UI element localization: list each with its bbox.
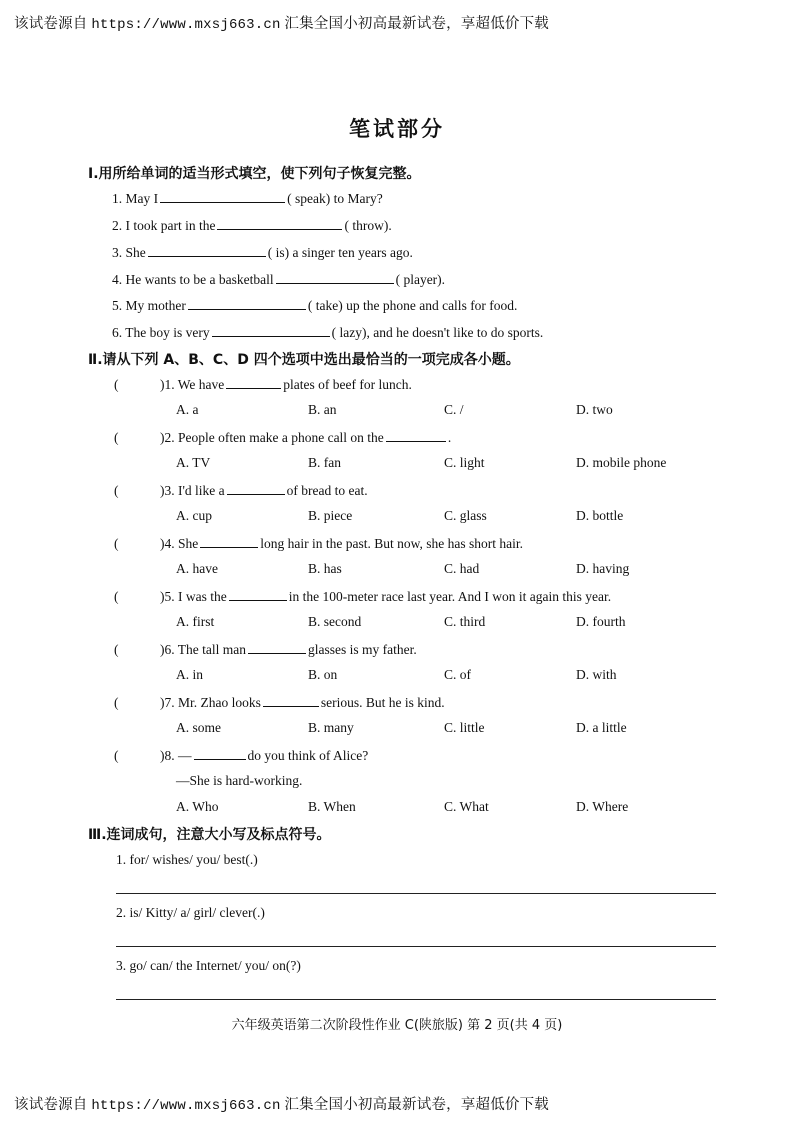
option-d[interactable]: D. bottle xyxy=(576,508,624,523)
answer-blank[interactable] xyxy=(227,482,285,495)
answer-blank[interactable] xyxy=(217,217,342,230)
banner-suffix: 汇集全国小初高最新试卷，享超低价下载 xyxy=(284,1097,549,1113)
option-b[interactable]: B. fan xyxy=(308,455,341,470)
option-d[interactable]: D. with xyxy=(576,667,617,682)
option-c[interactable]: C. glass xyxy=(444,508,487,523)
mc-question: ( )2. People often make a phone call on the . xyxy=(114,430,452,445)
page-title: 笔试部分 xyxy=(349,117,445,141)
fill-item: 5. My mother ( take) up the phone and calls for food. xyxy=(112,298,518,313)
option-c[interactable]: C. What xyxy=(444,799,489,814)
option-b[interactable]: B. many xyxy=(308,720,354,735)
answer-blank[interactable] xyxy=(160,190,285,203)
mc-question: ( )7. Mr. Zhao looks serious. But he is kind. xyxy=(114,695,445,710)
answer-blank[interactable] xyxy=(194,747,246,760)
option-c[interactable]: C. little xyxy=(444,720,485,735)
fill-item: 4. He wants to be a basketball ( player). xyxy=(112,272,446,287)
option-d[interactable]: D. a little xyxy=(576,720,627,735)
answer-blank[interactable] xyxy=(200,535,258,548)
mc-question: ( )4. She long hair in the past. But now, she has short hair. xyxy=(114,536,523,551)
mc-question: ( )3. I'd like a of bread to eat. xyxy=(114,483,368,498)
mc-question: ( )1. We have plates of beef for lunch. xyxy=(114,377,412,392)
option-d[interactable]: D. two xyxy=(576,402,613,417)
sentence-item: 1. for/ wishes/ you/ best(.) xyxy=(116,852,258,867)
sentence-item: 3. go/ can/ the Internet/ you/ on(?) xyxy=(116,958,301,973)
option-b[interactable]: B. an xyxy=(308,402,337,417)
mc-question: ( )6. The tall man glasses is my father. xyxy=(114,642,417,657)
banner-url[interactable]: https://www.mxsj663.cn xyxy=(91,1098,281,1114)
fill-item: 2. I took part in the ( throw). xyxy=(112,218,392,233)
option-d[interactable]: D. fourth xyxy=(576,614,626,629)
fill-item: 1. May I ( speak) to Mary? xyxy=(112,191,383,206)
option-c[interactable]: C. light xyxy=(444,455,485,470)
answer-line[interactable] xyxy=(116,893,716,894)
option-a[interactable]: A. have xyxy=(176,561,218,576)
answer-blank[interactable] xyxy=(148,244,266,257)
option-c[interactable]: C. of xyxy=(444,667,471,682)
option-c[interactable]: C. / xyxy=(444,402,464,417)
source-banner-top xyxy=(14,12,549,33)
option-a[interactable]: A. first xyxy=(176,614,215,629)
answer-line[interactable] xyxy=(116,999,716,1000)
answer-blank[interactable] xyxy=(212,324,330,337)
banner-url[interactable]: https://www.mxsj663.cn xyxy=(91,17,281,33)
fill-item: 6. The boy is very ( lazy), and he doesn't like to do sports. xyxy=(112,325,544,340)
option-b[interactable]: B. piece xyxy=(308,508,353,523)
banner-suffix: 汇集全国小初高最新试卷，享超低价下载 xyxy=(284,16,549,32)
page-footer: 六年级英语第二次阶段性作业 C(陕旅版) 第 2 页(共 4 页) xyxy=(231,1018,563,1033)
answer-blank[interactable] xyxy=(263,694,319,707)
option-a[interactable]: A. cup xyxy=(176,508,212,523)
answer-blank[interactable] xyxy=(248,641,306,654)
answer-blank[interactable] xyxy=(276,271,394,284)
option-d[interactable]: D. having xyxy=(576,561,630,576)
option-c[interactable]: C. third xyxy=(444,614,486,629)
section2-heading: Ⅱ.请从下列 A、B、C、D 四个选项中选出最恰当的一项完成各小题。 xyxy=(88,352,520,368)
option-b[interactable]: B. on xyxy=(308,667,338,682)
option-a[interactable]: A. TV xyxy=(176,455,211,470)
dialogue-reply: —She is hard-working. xyxy=(176,773,303,788)
mc-question: ( )8. — do you think of Alice? xyxy=(114,748,369,763)
banner-prefix: 该试卷源自 xyxy=(14,16,88,32)
answer-blank[interactable] xyxy=(226,376,281,389)
option-b[interactable]: B. second xyxy=(308,614,362,629)
source-banner-bottom xyxy=(14,1093,549,1114)
option-a[interactable]: A. some xyxy=(176,720,221,735)
option-a[interactable]: A. Who xyxy=(176,799,219,814)
section1-heading: Ⅰ.用所给单词的适当形式填空，使下列句子恢复完整。 xyxy=(88,166,421,182)
mc-question: ( )5. I was the in the 100-meter race last year. And I won it again this year. xyxy=(114,589,612,604)
answer-line[interactable] xyxy=(116,946,716,947)
answer-blank[interactable] xyxy=(386,429,446,442)
fill-item: 3. She ( is) a singer ten years ago. xyxy=(112,245,413,260)
option-d[interactable]: D. mobile phone xyxy=(576,455,667,470)
answer-blank[interactable] xyxy=(188,297,306,310)
option-a[interactable]: A. in xyxy=(176,667,203,682)
option-a[interactable]: A. a xyxy=(176,402,199,417)
sentence-item: 2. is/ Kitty/ a/ girl/ clever(.) xyxy=(116,905,265,920)
option-b[interactable]: B. When xyxy=(308,799,356,814)
section3-heading: Ⅲ.连词成句，注意大小写及标点符号。 xyxy=(88,827,331,843)
answer-blank[interactable] xyxy=(229,588,287,601)
banner-prefix: 该试卷源自 xyxy=(14,1097,88,1113)
option-c[interactable]: C. had xyxy=(444,561,480,576)
option-d[interactable]: D. Where xyxy=(576,799,629,814)
option-b[interactable]: B. has xyxy=(308,561,342,576)
